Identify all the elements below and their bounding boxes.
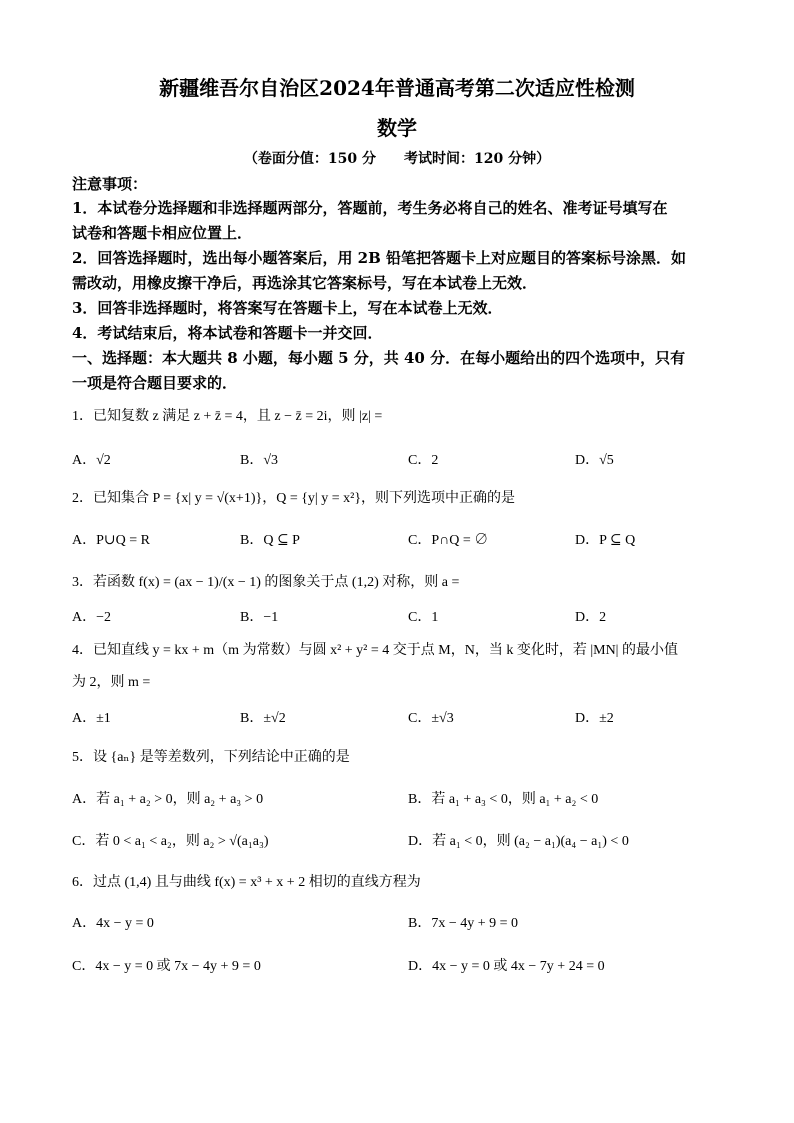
- option-d: D．√5: [575, 453, 614, 468]
- notice-line: 需改动，用橡皮擦干净后，再选涂其它答案标号，写在本试卷上无效．: [72, 274, 538, 292]
- exam-info: （卷面分值：150 分 考试时间：120 分钟）: [243, 151, 551, 167]
- question-stem: 5．设 {aₙ} 是等差数列，下列结论中正确的是: [72, 750, 350, 765]
- option-c: C．2: [408, 453, 439, 468]
- notice-heading: 注意事项：: [72, 175, 148, 193]
- notice-line: 2．回答选择题时，选出每小题答案后，用 2B 铅笔把答题卡上对应题目的答案标号涂黑．如: [72, 249, 687, 267]
- option-b: B．−1: [240, 610, 279, 625]
- option-c: C．P∩Q = ∅: [408, 533, 489, 548]
- notice-line: 4．考试结束后，将本试卷和答题卡一并交回．: [72, 324, 383, 342]
- option-c: C．4x − y = 0 或 7x − 4y + 9 = 0: [72, 959, 261, 974]
- option-c: C．若 0 < a₁ < a₂，则 a₂ > √(a₁a₃): [72, 834, 269, 849]
- option-b: B．7x − 4y + 9 = 0: [408, 916, 519, 931]
- section-heading: 一、选择题：本大题共 8 小题，每小题 5 分，共 40 分．在每小题给出的四个选项中，只有: [72, 349, 686, 367]
- exam-title: 新疆维吾尔自治区2024年普通高考第二次适应性检测: [159, 76, 635, 100]
- notice-line: 试卷和答题卡相应位置上．: [72, 224, 253, 242]
- option-b: B．±√2: [240, 711, 286, 726]
- option-d: D．若 a₁ < 0，则 (a₂ − a₁)(a₄ − a₁) < 0: [408, 834, 629, 849]
- option-a: A．±1: [72, 711, 111, 726]
- option-d: D．4x − y = 0 或 4x − 7y + 24 = 0: [408, 959, 605, 974]
- notice-line: 3．回答非选择题时，将答案写在答题卡上，写在本试卷上无效．: [72, 299, 503, 317]
- subject-title: 数学: [377, 116, 417, 140]
- option-c: C．±√3: [408, 711, 454, 726]
- option-a: A．−2: [72, 610, 112, 625]
- option-a: A．若 a₁ + a₂ > 0，则 a₂ + a₃ > 0: [72, 792, 264, 807]
- question-stem: 2．已知集合 P = {x| y = √(x+1)}，Q = {y| y = x²}，则下列选项中正确的是: [72, 491, 516, 506]
- option-d: D．2: [575, 610, 607, 625]
- section-heading: 一项是符合题目要求的．: [72, 374, 238, 392]
- option-d: D．P ⊆ Q: [575, 533, 636, 548]
- option-b: B．Q ⊆ P: [240, 533, 300, 548]
- option-b: B．√3: [240, 453, 279, 468]
- option-b: B．若 a₁ + a₃ < 0，则 a₁ + a₂ < 0: [408, 792, 599, 807]
- question-stem: 1．已知复数 z 满足 z + z̄ = 4，且 z − z̄ = 2i，则 |z| =: [72, 409, 383, 424]
- option-a: A．P∪Q = R: [72, 533, 150, 548]
- option-c: C．1: [408, 610, 439, 625]
- question-stem-continued: 为 2，则 m =: [72, 675, 151, 690]
- option-a: A．4x − y = 0: [72, 916, 154, 931]
- option-a: A．√2: [72, 453, 111, 468]
- question-stem: 4．已知直线 y = kx + m（m 为常数）与圆 x² + y² = 4 交于点 M，N，当 k 变化时，若 |MN| 的最小值: [72, 643, 678, 658]
- option-d: D．±2: [575, 711, 614, 726]
- question-stem: 3．若函数 f(x) = (ax − 1)/(x − 1) 的图象关于点 (1,2) 对称，则 a =: [72, 575, 460, 590]
- question-stem: 6．过点 (1,4) 且与曲线 f(x) = x³ + x + 2 相切的直线方程为: [72, 875, 421, 890]
- notice-line: 1．本试卷分选择题和非选择题两部分，答题前，考生务必将自己的姓名、准考证号填写在: [72, 199, 668, 217]
